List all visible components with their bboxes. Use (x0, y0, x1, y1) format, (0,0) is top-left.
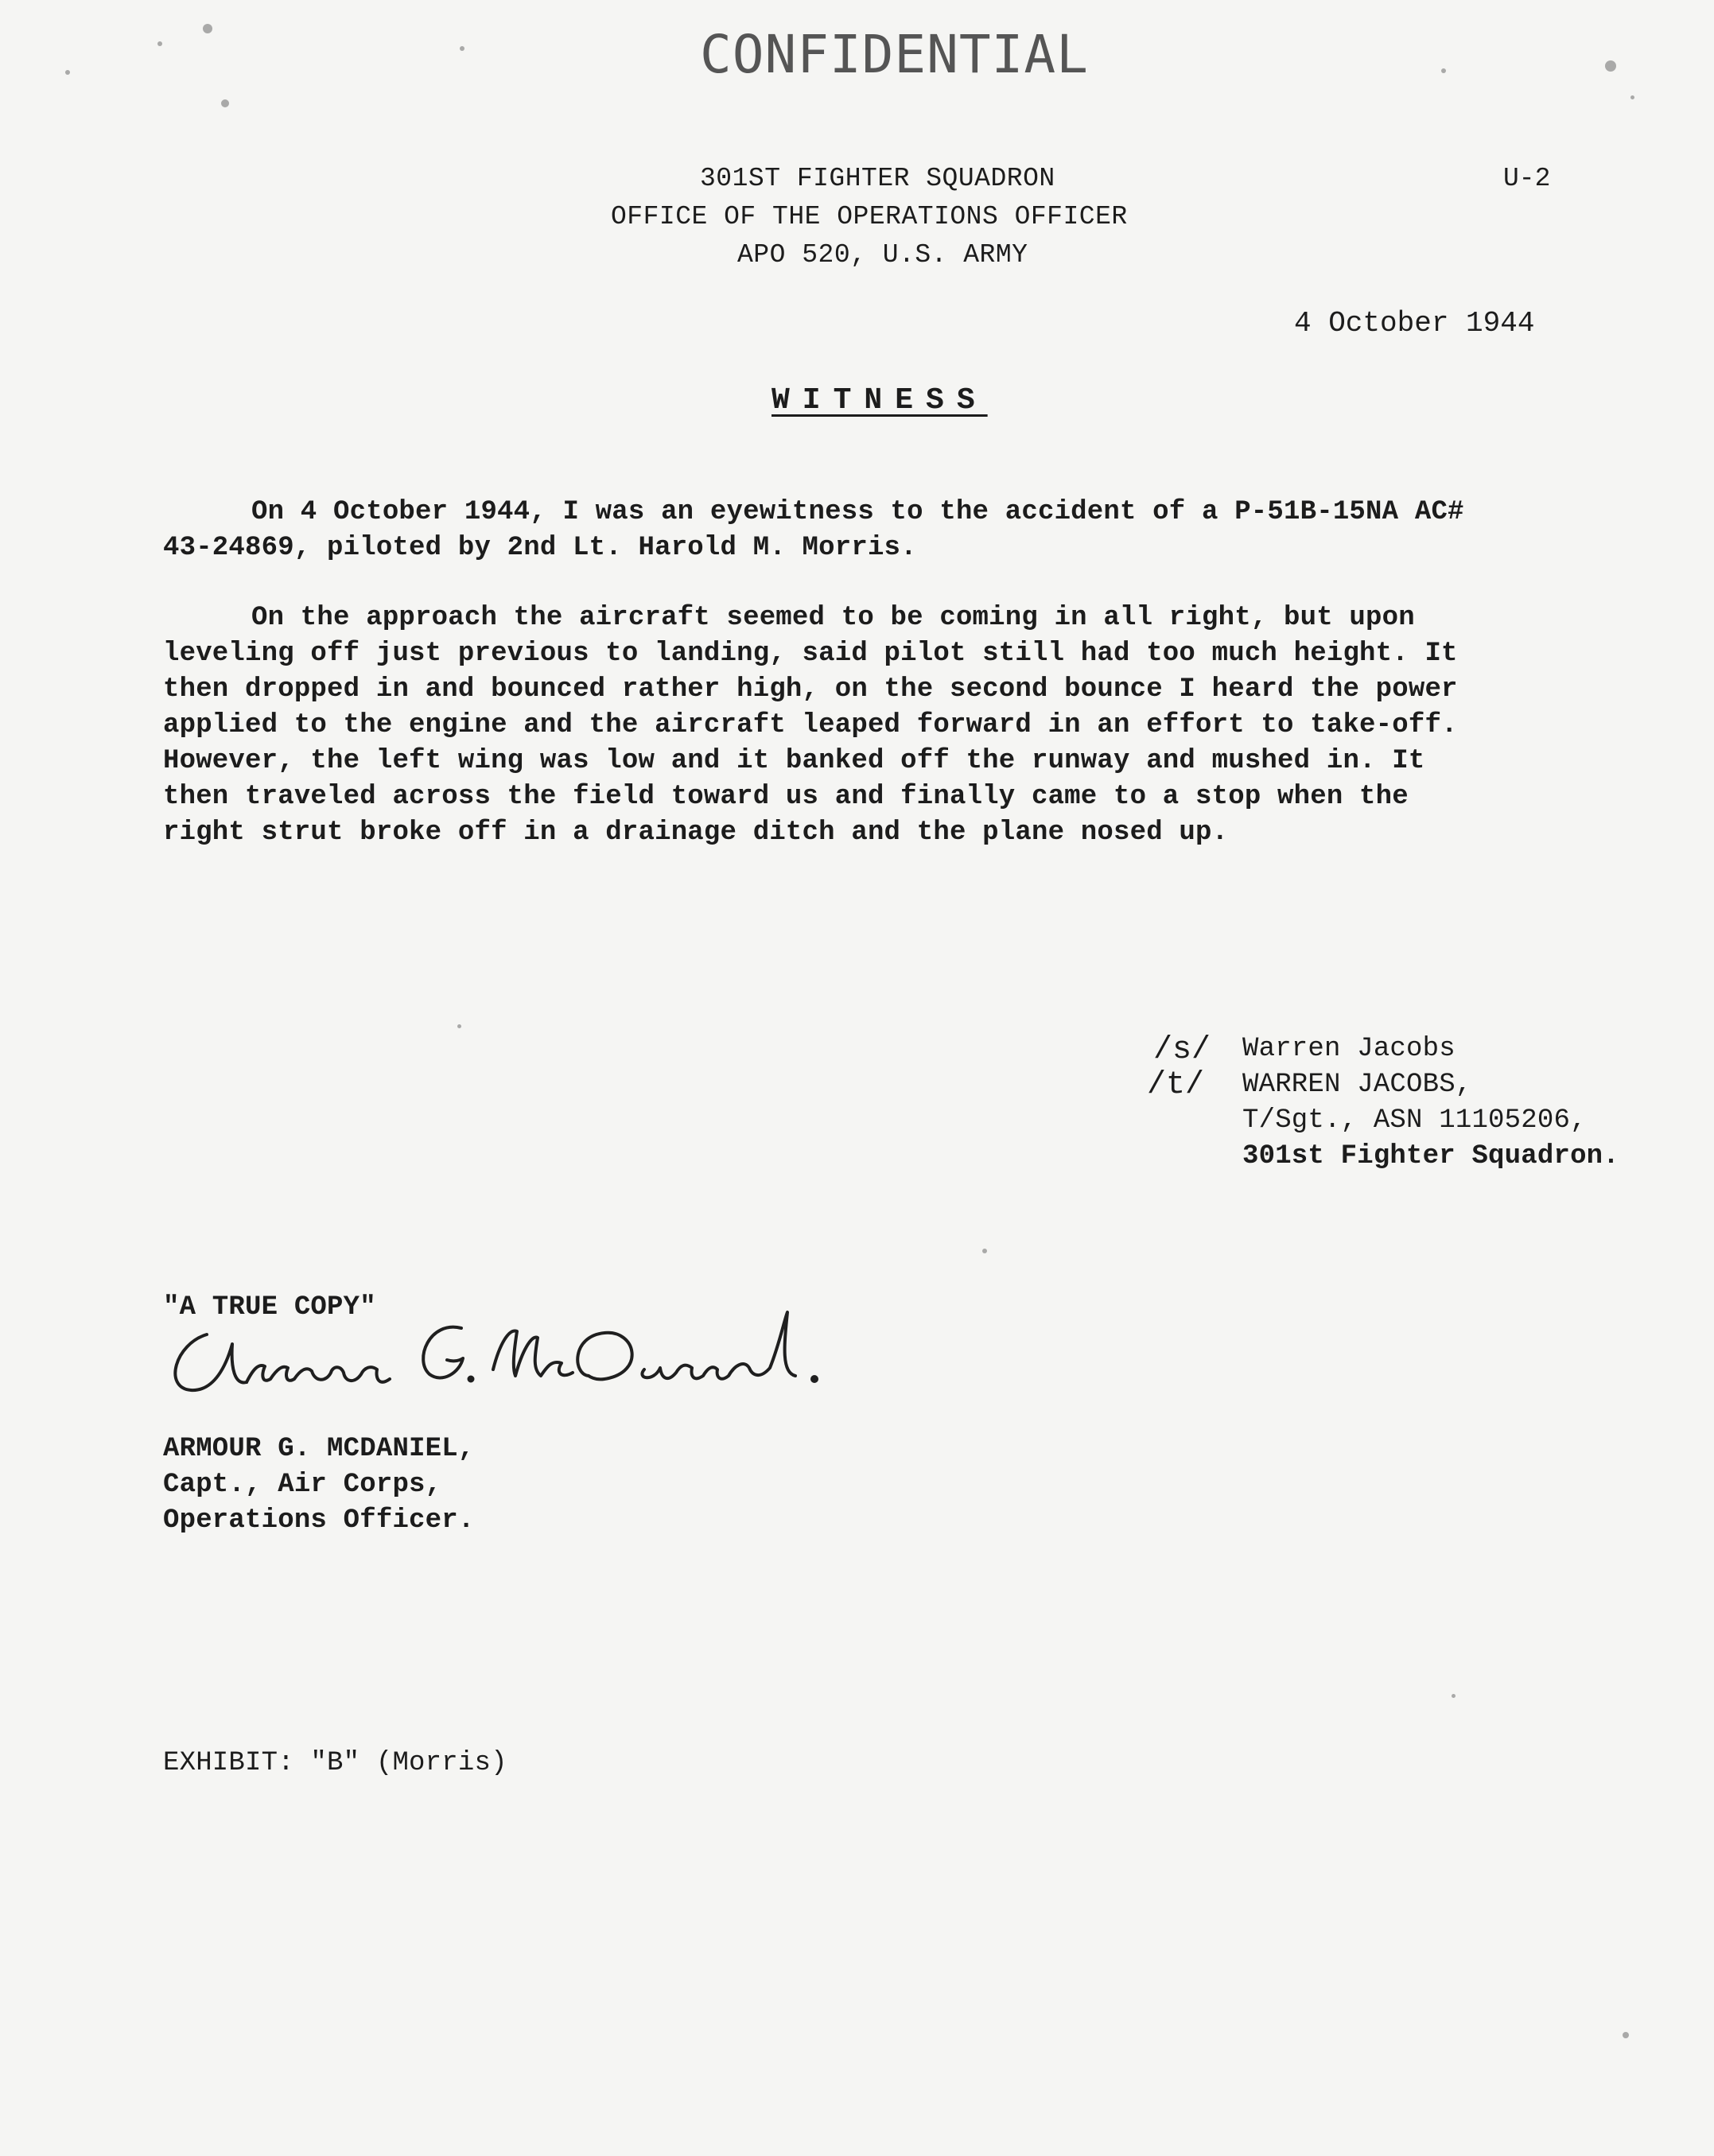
document-heading: WITNESS (771, 383, 988, 418)
scan-speck (457, 1024, 461, 1028)
certifier-title: Operations Officer. (163, 1505, 475, 1536)
paragraph-2-line: However, the left wing was low and it banked off the runway and mushed in. It (163, 746, 1425, 776)
paragraph-1-line: On 4 October 1944, I was an eyewitness to the accident of a P-51B-15NA AC# (251, 497, 1464, 527)
scan-speck (1441, 68, 1446, 73)
paragraph-2-line: applied to the engine and the aircraft leaped forward in an effort to take-off. (163, 710, 1458, 740)
scan-speck (460, 46, 464, 51)
witness-signed-name: Warren Jacobs (1242, 1034, 1456, 1064)
certifier-name: ARMOUR G. MCDANIEL, (163, 1434, 475, 1464)
paragraph-2-line: right strut broke off in a drainage ditch and the plane nosed up. (163, 818, 1229, 848)
header-apo: APO 520, U.S. ARMY (737, 240, 1028, 270)
scan-speck (982, 1249, 987, 1253)
document-code: U-2 (1503, 164, 1551, 193)
witness-rank: T/Sgt., ASN 11105206, (1242, 1105, 1587, 1136)
scan-speck (1452, 1694, 1456, 1698)
scan-speck (157, 41, 162, 46)
header-office: OFFICE OF THE OPERATIONS OFFICER (611, 202, 1128, 231)
scan-speck (1623, 2032, 1629, 2038)
certifier-rank: Capt., Air Corps, (163, 1470, 442, 1500)
document-date: 4 October 1944 (1294, 307, 1535, 340)
paragraph-2-line: then traveled across the field toward us and finally came to a stop when the (163, 782, 1409, 812)
signed-mark: /s/ (1153, 1032, 1211, 1068)
typed-mark: /t/ (1147, 1067, 1205, 1103)
paragraph-2-line: On the approach the aircraft seemed to be coming in all right, but upon (251, 603, 1415, 633)
paragraph-1-line: 43-24869, piloted by 2nd Lt. Harold M. Morris. (163, 533, 917, 563)
scan-speck (203, 24, 212, 33)
scan-speck (1630, 95, 1634, 99)
true-copy-label: "A TRUE COPY" (163, 1292, 376, 1323)
handwritten-signature (159, 1296, 827, 1408)
paragraph-2-line: then dropped in and bounced rather high, on the second bounce I heard the power (163, 674, 1458, 705)
exhibit-label: EXHIBIT: "B" (Morris) (163, 1748, 507, 1778)
header-unit: 301ST FIGHTER SQUADRON (700, 164, 1055, 193)
scan-speck (221, 99, 229, 107)
confidential-stamp: CONFIDENTIAL (700, 24, 1089, 85)
witness-typed-name: WARREN JACOBS, (1242, 1070, 1472, 1100)
paragraph-2-line: leveling off just previous to landing, said pilot still had too much height. It (163, 639, 1458, 669)
scan-speck (65, 70, 70, 75)
witness-unit: 301st Fighter Squadron. (1242, 1141, 1619, 1171)
scan-speck (1605, 60, 1616, 72)
